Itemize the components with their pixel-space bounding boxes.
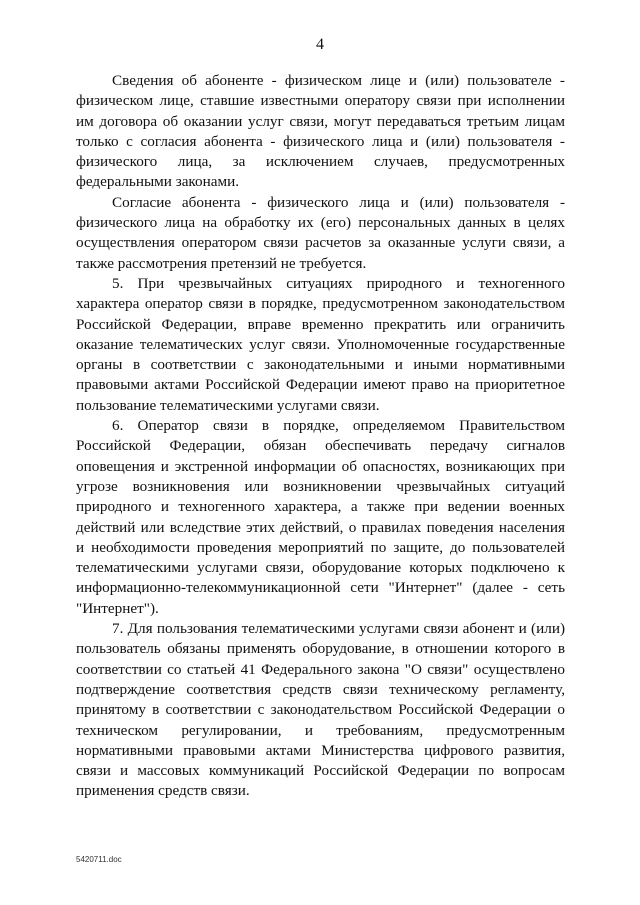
footer-file-code: 5420711.doc — [76, 855, 122, 864]
page-number: 4 — [316, 36, 324, 53]
paragraph-item-5: 5. При чрезвычайных ситуациях природного и техногенного характера оператор связи в порядке, предусмотренном законодательством Российской Федерации, вправе временно прекратить или ограничить оказание телематических услуг связи. Уполномоченные государственные органы в соответствии с законодательными и иными нормативными правовыми актами Российской Федерации имеют право на приоритетное пользование телематическими услугами связи. — [76, 274, 565, 414]
paragraph-subscriber-data: Сведения об абоненте - физическом лице и (или) пользователе - физическом лице, ставшие известными оператору связи при исполнении им договора об оказании услуг связи, могут передаваться третьим лицам только с согласия абонента - физического лица и (или) пользователя - физического лица, за исключением случаев, предусмотренных федеральными законами. — [76, 72, 565, 191]
paragraph-consent: Согласие абонента - физического лица и (или) пользователя - физического лица на обработку их (его) персональных данных в целях осуществления оператором связи расчетов за оказанные услуги связи, а также рассмотрения претензий не требуется. — [76, 193, 565, 272]
paragraph-item-7: 7. Для пользования телематическими услугами связи абонент и (или) пользователь обязаны применять оборудование, в отношении которого в соответствии со статьей 41 Федерального закона "О связи" осуществлено подтверждение соответствия средств связи техническому регламенту, принятому в соответствии с законодательством Российской Федерации о техническом регулировании, и требованиям, предусмотренным нормативными правовыми актами Министерства цифрового развития, связи и массовых коммуникаций Российской Федерации по вопросам применения средств связи. — [76, 620, 565, 800]
document-body — [76, 71, 565, 802]
paragraph-item-6: 6. Оператор связи в порядке, определяемом Правительством Российской Федерации, обязан обеспечивать передачу сигналов оповещения и экстренной информации об опасностях, возникающих при угрозе возникновения или возникновении чрезвычайных ситуаций природного и техногенного характера, а также при ведении военных действий или вследствие этих действий, о правилах поведения населения и необходимости проведения мероприятий по защите, до пользователей телематическими услугами связи, оборудование которых подключено к информационно-телекоммуникационной сети "Интернет" (далее - сеть "Интернет"). — [76, 417, 565, 617]
